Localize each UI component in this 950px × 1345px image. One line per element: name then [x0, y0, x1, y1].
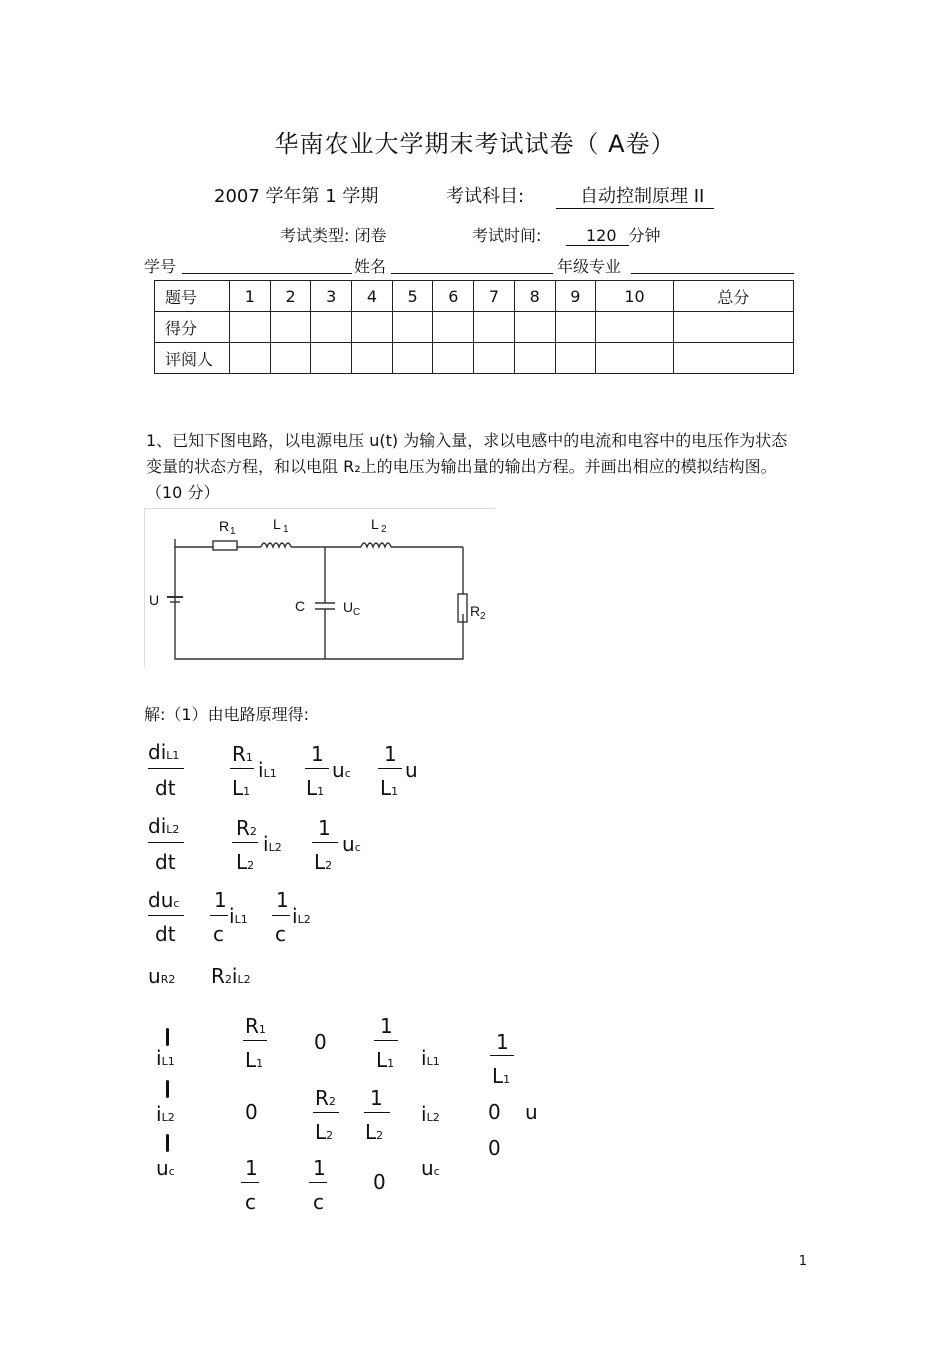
eq-term: u [525, 1100, 538, 1124]
derivative-mark [166, 1134, 169, 1152]
eq-term: R1 [232, 742, 253, 766]
question-1-text: 1、已知下图电路，以电源电压 u(t) 为输入量，求以电感中的电流和电容中的电压作为状态变量的状态方程，和以电阻 R₂上的电压为输出量的输出方程。并画出相应的模拟结构图。（10 分） [146, 431, 788, 502]
grader-cell[interactable] [270, 343, 311, 374]
table-cell: 6 [433, 281, 474, 312]
eq-term: c [313, 1190, 324, 1214]
row-label: 评阅人 [155, 343, 230, 374]
fraction-bar [243, 1040, 267, 1041]
eq-term: 1 [214, 888, 227, 912]
name-label: 姓名 [354, 257, 387, 276]
eq-term: R2iL2 [211, 964, 251, 988]
score-table-header-row [155, 281, 794, 312]
score-cell[interactable] [230, 312, 271, 343]
major-label: 年级专业 [557, 257, 622, 276]
eq-term: uc [156, 1156, 175, 1180]
eq-term: 0 [373, 1170, 386, 1194]
grader-cell[interactable] [352, 343, 393, 374]
eq-term: R1 [245, 1014, 266, 1038]
fraction-bar [148, 842, 184, 843]
major-line[interactable] [631, 273, 794, 274]
exam-time-value: 120 [566, 226, 629, 246]
score-cell[interactable] [433, 312, 474, 343]
score-cell[interactable] [555, 312, 596, 343]
eq-term: 1 [384, 742, 397, 766]
table-cell: 10 [596, 281, 674, 312]
eq-term: L1 [376, 1048, 395, 1072]
fraction-bar [148, 768, 184, 769]
grader-cell[interactable] [311, 343, 352, 374]
fraction-bar [313, 1112, 339, 1113]
eq-term: c [275, 922, 286, 946]
score-cell[interactable] [673, 312, 793, 343]
exam-time-label: 考试时间: [472, 226, 542, 245]
score-cell[interactable] [474, 312, 515, 343]
eq-term: R2 [315, 1086, 336, 1110]
fraction-bar [312, 842, 338, 843]
grader-cell[interactable] [673, 343, 793, 374]
score-cell[interactable] [596, 312, 674, 343]
solution-intro: 解:（1）由电路原理得: [144, 705, 309, 724]
eq-term: L2 [365, 1120, 384, 1144]
eq-term: L2 [236, 850, 255, 874]
exam-type: 考试类型: 闭卷 [280, 226, 387, 245]
score-cell[interactable] [392, 312, 433, 343]
label-l1-sub: 1 [283, 524, 289, 535]
eq-term: c [213, 922, 224, 946]
table-cell: 题号 [155, 281, 230, 312]
eq-term: dt [155, 850, 176, 874]
score-cell[interactable] [270, 312, 311, 343]
fraction-bar [364, 1112, 390, 1113]
eq-term: iL2 [156, 1102, 175, 1126]
eq-term: iL1 [421, 1046, 440, 1070]
fraction-bar [374, 1040, 398, 1041]
label-r2-sub: 2 [480, 611, 486, 622]
derivative-mark [166, 1028, 169, 1046]
student-id-line[interactable] [182, 273, 352, 274]
eq-term: dt [155, 922, 176, 946]
eq-term: uc [421, 1156, 440, 1180]
eq-term: iL1 [156, 1046, 175, 1070]
grader-cell[interactable] [514, 343, 555, 374]
label-c: C [295, 598, 306, 614]
eq-term: 1 [311, 742, 324, 766]
fraction-bar [309, 1182, 327, 1183]
eq-term: iL2 [421, 1102, 440, 1126]
table-cell: 3 [311, 281, 352, 312]
table-cell: 5 [392, 281, 433, 312]
grader-cell[interactable] [474, 343, 515, 374]
label-u: U [149, 592, 160, 608]
eq-term: 1 [245, 1156, 258, 1180]
label-l2: L [371, 516, 379, 532]
table-cell: 1 [230, 281, 271, 312]
label-uc-sub: C [353, 607, 361, 618]
eq-term: L1 [232, 776, 251, 800]
score-row [155, 312, 794, 343]
score-cell[interactable] [352, 312, 393, 343]
eq-term: iL2 [292, 904, 311, 928]
fraction-bar [148, 915, 184, 916]
eq-term: u [405, 758, 418, 782]
eq-term: uc [332, 758, 351, 782]
eq-term: 1 [380, 1014, 393, 1038]
circuit-diagram [144, 508, 495, 667]
table-cell: 7 [474, 281, 515, 312]
score-table [154, 280, 794, 374]
semester: 2007 学年第 1 学期 [214, 186, 379, 207]
eq-term: 1 [370, 1086, 383, 1110]
eq-term: L1 [306, 776, 325, 800]
eq-term: uc [342, 832, 361, 856]
page-number: 1 [798, 1254, 807, 1269]
eq-term: iL1 [229, 904, 248, 928]
grader-row [155, 343, 794, 374]
student-id-label: 学号 [144, 257, 177, 276]
fraction-bar [490, 1055, 514, 1056]
label-r1: R [219, 518, 230, 534]
eq-term: R2 [236, 816, 257, 840]
grader-cell[interactable] [433, 343, 474, 374]
exam-title: 华南农业大学期末考试试卷（ A卷） [274, 130, 676, 158]
fraction-bar [305, 768, 329, 769]
eq-term: L1 [380, 776, 399, 800]
eq-term: dt [155, 776, 176, 800]
subject-value: 自动控制原理 II [556, 182, 714, 209]
derivative-mark [166, 1080, 169, 1098]
eq-term: 1 [313, 1156, 326, 1180]
grader-cell[interactable] [392, 343, 433, 374]
eq-term: 0 [488, 1100, 501, 1124]
table-cell: 4 [352, 281, 393, 312]
eq-term: 1 [318, 816, 331, 840]
eq-term: L2 [314, 850, 333, 874]
label-r2: R [470, 603, 481, 619]
table-cell: 9 [555, 281, 596, 312]
grader-cell[interactable] [596, 343, 674, 374]
table-cell: 8 [514, 281, 555, 312]
eq-term: 0 [488, 1136, 501, 1160]
grader-cell[interactable] [230, 343, 271, 374]
fraction-bar [241, 1182, 259, 1183]
label-uc: U [343, 599, 354, 615]
eq-term: uR2 [148, 964, 176, 988]
eq-term: duc [148, 888, 180, 912]
eq-term: L1 [245, 1048, 264, 1072]
score-cell[interactable] [514, 312, 555, 343]
eq-term: L1 [492, 1064, 511, 1088]
eq-term: 1 [276, 888, 289, 912]
grader-cell[interactable] [555, 343, 596, 374]
eq-term: 0 [245, 1100, 258, 1124]
exam-time-unit: 分钟 [628, 226, 661, 245]
name-line[interactable] [391, 273, 553, 274]
table-cell: 2 [270, 281, 311, 312]
label-l1: L [273, 516, 281, 532]
table-cell: 总分 [673, 281, 793, 312]
eq-term: 1 [496, 1030, 509, 1054]
fraction-bar [210, 915, 228, 916]
subject-label: 考试科目: [446, 186, 525, 207]
fraction-bar [230, 768, 254, 769]
eq-term: diL2 [148, 814, 180, 838]
fraction-bar [232, 842, 258, 843]
fraction-bar [378, 768, 402, 769]
label-r1-sub: 1 [230, 526, 236, 537]
label-l2-sub: 2 [381, 524, 387, 535]
row-label: 得分 [155, 312, 230, 343]
eq-term: diL1 [148, 740, 180, 764]
eq-term: c [245, 1190, 256, 1214]
eq-term: iL2 [263, 832, 282, 856]
score-cell[interactable] [311, 312, 352, 343]
eq-term: L2 [315, 1120, 334, 1144]
eq-term: 0 [314, 1030, 327, 1054]
fraction-bar [272, 915, 290, 916]
eq-term: iL1 [258, 758, 277, 782]
